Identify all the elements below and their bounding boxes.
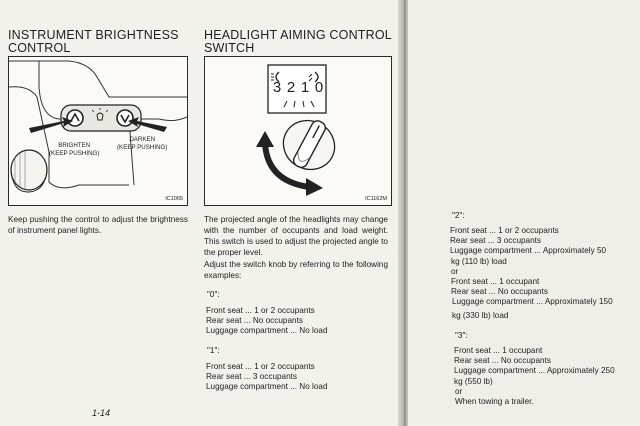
mode-0-line: Rear seat ... No occupants — [206, 316, 303, 325]
aiming-knob — [275, 110, 344, 179]
headlight-instruction: Adjust the switch knob by referring to the following examples: — [204, 260, 388, 280]
mode-3-line: kg (550 lb) — [454, 377, 493, 386]
heading-line: SWITCH — [204, 41, 255, 55]
brighten-sub-label: (KEEP PUSHING) — [49, 149, 100, 157]
mode-3-line: Front seat ... 1 occupant — [454, 346, 543, 355]
heading-line: INSTRUMENT BRIGHTNESS — [8, 28, 179, 42]
mode-1-line: Luggage compartment ... No load — [206, 382, 328, 391]
headlight-aiming-heading — [204, 29, 392, 55]
darken-callout — [117, 136, 167, 151]
book-binding — [398, 0, 408, 426]
dashboard-illustration — [9, 57, 187, 205]
mode-0-line: Luggage compartment ... No load — [206, 326, 328, 335]
mode-3-line: Luggage compartment ... Approximately 250 — [454, 366, 615, 375]
mode-3-label: "3": — [455, 331, 468, 340]
mode-2-line: or — [451, 267, 459, 276]
heading-line: HEADLIGHT AIMING CONTROL — [204, 28, 392, 42]
dial-number: 1 — [300, 79, 310, 96]
knob-illustration — [11, 150, 47, 190]
heading-line: CONTROL — [8, 41, 71, 55]
figure-code: IC1065 — [165, 196, 183, 202]
darken-sub-label: (KEEP PUSHING) — [117, 143, 168, 151]
mode-3-line: Rear seat ... No occupants — [454, 356, 551, 365]
mode-2-line: Rear seat ... 3 occupants — [450, 236, 542, 245]
brighten-label: BRIGHTEN — [58, 142, 91, 149]
mode-2-line: kg (110 lb) load — [451, 257, 507, 266]
dial-number: 2 — [286, 79, 296, 96]
mode-2-label: "2": — [452, 211, 465, 220]
mode-2-line: Luggage compartment ... Approximately 50 — [450, 246, 607, 255]
mode-2-line: Front seat ... 1 or 2 occupants — [450, 226, 559, 235]
brightness-description: Keep pushing the control to adjust the brightness of instrument panel lights. — [8, 215, 188, 235]
darken-label: DARKEN — [129, 136, 156, 143]
mode-2-line: Luggage compartment ... Approximately 150 — [452, 297, 613, 306]
instrument-brightness-heading — [8, 29, 179, 55]
mode-0-line: Front seat ... 1 or 2 occupants — [206, 306, 315, 315]
brightness-control-figure — [8, 56, 188, 206]
page-number: 1-14 — [92, 408, 111, 418]
headlight-description: The projected angle of the headlights may change with the number of occupants and load weight. This switch is used to adjust the projected angle to the proper level. — [204, 215, 388, 257]
mode-3-line: When towing a trailer. — [455, 397, 534, 406]
mode-2-line: Front seat ... 1 occupant — [451, 277, 540, 286]
brighten-callout — [49, 142, 99, 157]
mode-1-line: Front seat ... 1 or 2 occupants — [206, 362, 315, 371]
mode-1-line: Rear seat ... 3 occupants — [206, 372, 298, 381]
mode-3-line: or — [455, 387, 463, 396]
mode-0-label: "0": — [207, 290, 220, 299]
mode-2-line: kg (330 lb) load — [452, 311, 509, 320]
dial-number: 0 — [314, 79, 324, 96]
dial-numbers — [270, 80, 326, 95]
mode-1-label: "1": — [207, 346, 220, 355]
dial-number: 3 — [272, 79, 282, 96]
headlight-switch-figure — [204, 56, 392, 206]
mode-2-line: Rear seat ... No occupants — [451, 287, 548, 296]
figure-code: IC1162M — [365, 196, 387, 202]
